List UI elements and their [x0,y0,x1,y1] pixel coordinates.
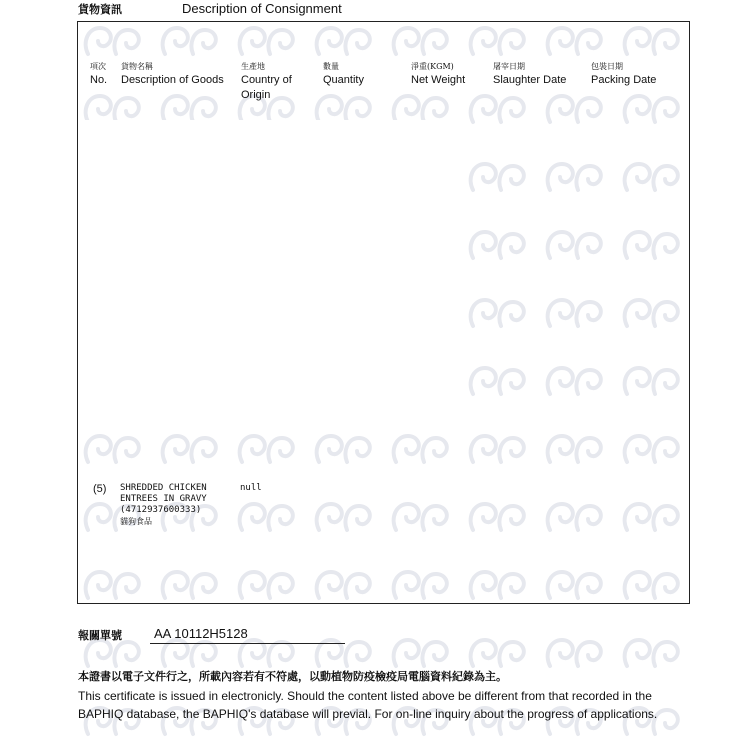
section-title [78,1,342,17]
declaration-number [78,626,248,643]
section-title-zh: 貨物資訊 [78,3,122,16]
col-header-description: 貨物名稱 Description of Goods [121,62,224,86]
col-header-slaughter-date: 屠宰日期 Slaughter Date [493,62,567,86]
col-header-origin: 生產地 Country of Origin [241,62,292,101]
col-header-packing-date: 包裝日期 Packing Date [591,62,657,86]
table-top-border [78,21,689,22]
row-item-description: SHREDDED CHICKEN ENTREES IN GRAVY (4712937600333) 貓狗食品 [120,483,207,526]
col-header-no: 項次 No. [90,62,108,86]
row-item-number: (5) [93,483,107,495]
col-header-quantity: 數量 Quantity [323,62,364,86]
consignment-table [77,21,690,604]
declaration-number-label: 報關單號 [78,629,122,642]
row-item-origin: null [240,483,262,493]
notice-en: This certificate is issued in electronicly. Should the content listed above be different from that recorded in the BAPHIQ database, the BAPHIQ's database will previal. For on-line inquiry about the progress of applications. [78,689,658,721]
col-header-net-weight: 淨重(KGM) Net Weight [411,62,466,86]
declaration-underline [150,643,345,644]
section-title-en: Description of Consignment [182,1,342,16]
notice-zh: 本證書以電子文件行之，所載內容若有不符處，以動植物防疫檢疫局電腦資料紀錄為主。 [78,670,507,683]
declaration-number-value: AA 10112H5128 [154,626,248,641]
